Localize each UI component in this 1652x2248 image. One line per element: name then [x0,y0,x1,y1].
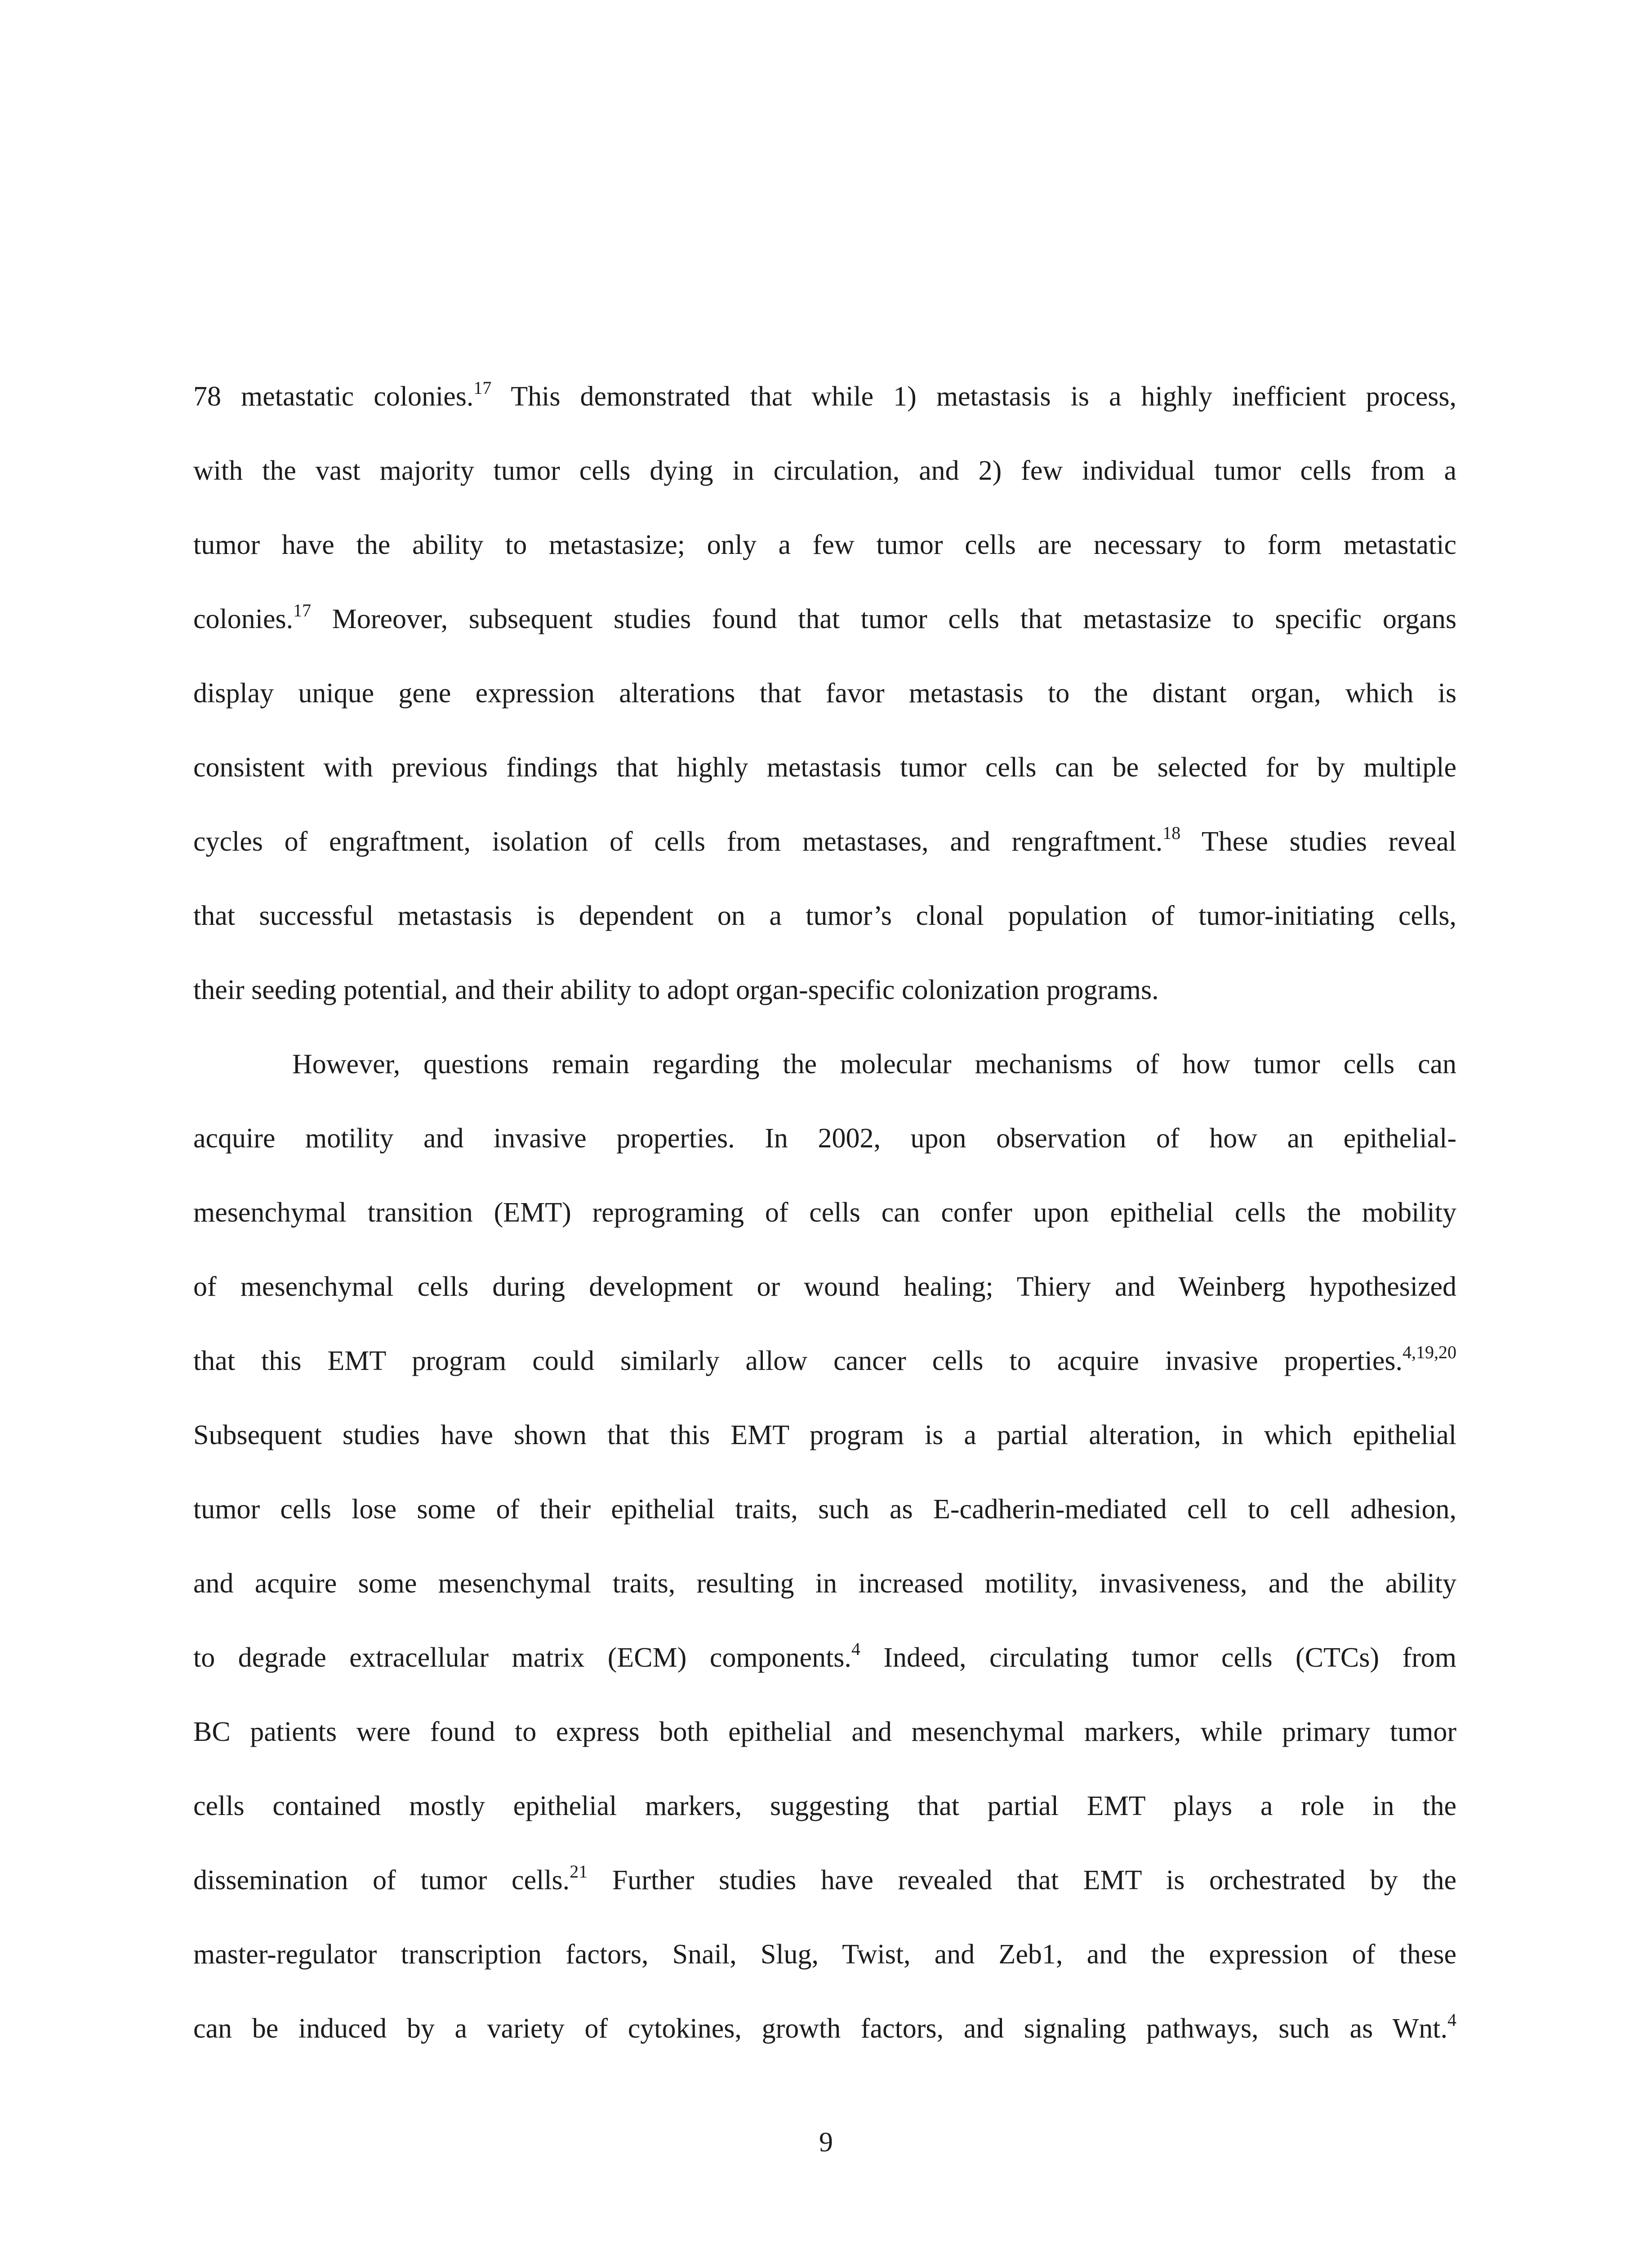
text-span: Indeed, circulating tumor cells (CTCs) from [860,1642,1456,1673]
text-line [193,1472,1456,1547]
citation-superscript: 18 [1162,823,1181,843]
text-line [193,879,1456,953]
text-line [193,1769,1456,1843]
citation-superscript: 17 [293,600,312,620]
text-span: colonies. [193,604,294,634]
text-line [193,508,1456,582]
text-span: of mesenchymal cells during development or wound healing; Thiery and Weinberg hypothesized [193,1271,1456,1302]
body-text [193,360,1456,2066]
citation-superscript: 17 [473,378,492,398]
text-line [193,1176,1456,1250]
text-span: cells contained mostly epithelial markers, suggesting that partial EMT plays a role in the [193,1791,1456,1821]
text-span: Subsequent studies have shown that this EMT program is a partial alteration, in which epithelial [193,1420,1456,1450]
text-span: their seeding potential, and their ability to adopt organ-specific colonization programs. [193,975,1159,1005]
text-span: master-regulator transcription factors, Snail, Slug, Twist, and Zeb1, and the expression of these [193,1939,1456,1970]
page-number: 9 [819,2127,833,2158]
text-span: cycles of engraftment, isolation of cells from metastases, and rengraftment. [193,826,1163,857]
text-span: tumor cells lose some of their epithelial traits, such as E-cadherin-mediated cell to cell adhesion, [193,1494,1456,1525]
citation-superscript: 4,19,20 [1403,1342,1456,1362]
text-span: Moreover, subsequent studies found that tumor cells that metastasize to specific organs [311,604,1456,634]
text-line [193,805,1456,879]
text-span: and acquire some mesenchymal traits, resulting in increased motility, invasiveness, and the ability [193,1568,1456,1599]
text-line [193,582,1456,656]
text-line [193,1547,1456,1621]
text-span: dissemination of tumor cells. [193,1865,570,1896]
citation-superscript: 4 [1447,2010,1456,2030]
text-line [193,1918,1456,1992]
text-line [193,656,1456,731]
text-span: This demonstrated that while 1) metastasis is a highly inefficient process, [491,381,1456,412]
text-span: These studies reveal [1180,826,1456,857]
text-span: 78 metastatic colonies. [193,381,474,412]
text-span: display unique gene expression alterations that favor metastasis to the distant organ, which is [193,678,1456,709]
text-line [193,1250,1456,1324]
text-line [193,360,1456,434]
text-span: acquire motility and invasive properties. In 2002, upon observation of how an epithelial- [193,1123,1456,1154]
text-span: mesenchymal transition (EMT) reprograming of cells can confer upon epithelial cells the mobility [193,1197,1456,1228]
text-span: with the vast majority tumor cells dying in circulation, and 2) few individual tumor cells from a [193,455,1456,486]
text-line [193,953,1456,1027]
citation-superscript: 21 [570,1861,588,1882]
text-line [193,1695,1456,1769]
text-span: that successful metastasis is dependent on a tumor’s clonal population of tumor-initiating cells, [193,901,1456,931]
text-line [193,1324,1456,1398]
text-span: BC patients were found to express both epithelial and mesenchymal markers, while primary tumor [193,1717,1456,1747]
text-line [193,731,1456,805]
text-span: tumor have the ability to metastasize; only a few tumor cells are necessary to form metastatic [193,530,1456,560]
citation-superscript: 4 [851,1639,860,1659]
paragraph-first-line [193,1027,1456,1102]
text-line [193,1398,1456,1472]
text-span: that this EMT program could similarly allow cancer cells to acquire invasive properties. [193,1346,1403,1376]
text-line [193,1102,1456,1176]
text-span: consistent with previous findings that highly metastasis tumor cells can be selected for by multiple [193,752,1456,783]
text-span: can be induced by a variety of cytokines, growth factors, and signaling pathways, such as Wnt. [193,2013,1447,2044]
text-line [193,1843,1456,1918]
text-line [193,1992,1456,2066]
text-span: Further studies have revealed that EMT is orchestrated by the [588,1865,1457,1896]
text-span: However, questions remain regarding the molecular mechanisms of how tumor cells can [292,1049,1456,1079]
text-line [193,434,1456,508]
text-span: to degrade extracellular matrix (ECM) components. [193,1642,851,1673]
text-line [193,1621,1456,1695]
